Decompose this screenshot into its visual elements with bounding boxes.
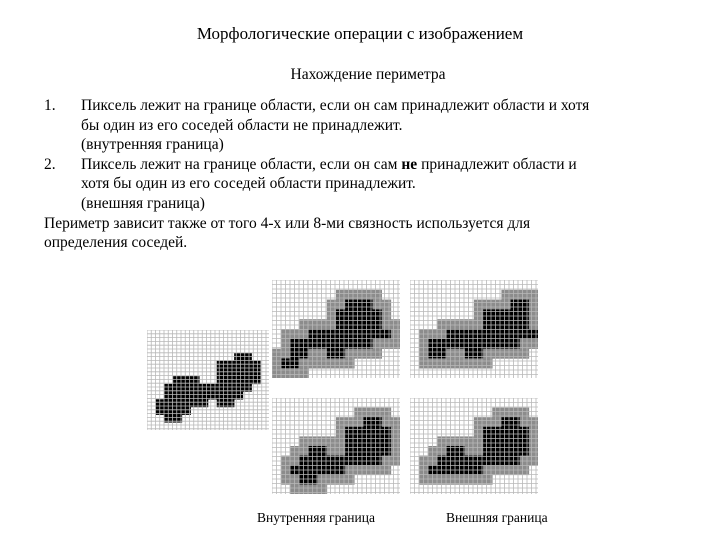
pixel-cell [382,436,391,446]
pixel-cell [447,456,456,466]
pixel-grid-svg [410,280,538,378]
pixel-cell [437,436,446,446]
pixel-cell [363,427,372,437]
list-note: (внутренняя граница) [81,136,224,154]
outer-border-4-grid [410,398,538,494]
list-item [44,96,604,155]
pixel-cell [520,427,529,437]
pixel-cell [363,349,372,359]
pixel-cell [363,417,372,427]
caption-outer-border: Внешняя граница [446,510,548,525]
list-item [44,155,604,214]
pixel-cell [243,361,252,369]
pixel-cell [501,349,510,359]
pixel-cell [363,300,372,310]
pixel-cell [437,456,446,466]
pixel-cell [501,417,510,427]
pixel-cell [529,436,538,446]
inner-border-8-grid [272,280,400,378]
emphasis: не [401,155,418,173]
pixel-cell [447,358,456,368]
subtitle: Нахождение периметра [290,66,446,83]
pixel-cell [501,436,510,446]
pixel-cell [299,349,308,359]
pixel-cell [520,436,529,446]
pixel-cell [290,358,299,368]
pixel-cell [309,358,318,368]
pixel-cell [373,349,382,359]
pixel-cell [520,417,529,427]
pixel-cell [299,436,308,446]
pixel-cell [511,436,520,446]
pixel-cell [529,300,538,310]
pixel-cell [529,309,538,319]
pixel-cell [428,349,437,359]
pixel-cell [382,417,391,427]
pixel-cell [529,427,538,437]
pixel-cell [309,349,318,359]
pixel-cell [428,456,437,466]
pixel-cell [511,417,520,427]
list-number: 1. [44,97,56,114]
pixel-cell [299,456,308,466]
pixel-cell [309,436,318,446]
outer-border-8-grid [410,280,538,378]
list-text-rest: принадлежит области и хотя бы один из его соседей области принадлежит. [81,155,577,193]
pixel-grid-svg [147,330,269,430]
list-number: 2. [44,155,56,173]
pixel-cell [373,456,382,466]
pixel-cell [520,309,529,319]
page-title: Морфологические операции с изображением [196,24,524,43]
pixel-cell [529,417,538,427]
inner-border-4-grid [272,398,400,494]
pixel-cell [382,427,391,437]
pixel-cell [373,436,382,446]
pixel-cell [234,361,243,369]
pixel-cell [391,417,400,427]
pixel-cell [299,358,308,368]
pixel-cell [382,309,391,319]
pixel-cell [511,309,520,319]
pixel-cell [290,349,299,359]
original-region-grid [147,330,269,430]
definition-list [44,96,604,253]
pixel-cell [520,456,529,466]
pixel-cell [501,309,510,319]
pixel-cell [363,456,372,466]
pixel-cell [428,358,437,368]
pixel-cell [373,427,382,437]
pixel-cell [447,349,456,359]
pixel-cell [511,427,520,437]
pixel-cell [363,309,372,319]
pixel-cell [225,361,234,369]
pixel-grid-svg [272,280,400,378]
pixel-cell [373,309,382,319]
pixel-cell [501,427,510,437]
pixel-cell [520,349,529,359]
pixel-cell [363,436,372,446]
pixel-cell [511,349,520,359]
pixel-cell [447,436,456,446]
pixel-cell [501,300,510,310]
pixel-cell [290,456,299,466]
pixel-cell [511,300,520,310]
pixel-cell [437,358,446,368]
list-note: (внешняя граница) [81,194,205,212]
pixel-cell [382,300,391,310]
pixel-cell [437,349,446,359]
pixel-cell [391,456,400,466]
pixel-grid-svg [272,398,400,494]
pixel-cell [520,300,529,310]
list-text: Пиксель лежит на границе области, если он сам [81,155,402,173]
pixel-grid-svg [410,398,538,494]
list-text: Пиксель лежит на границе области, если он сам принадлежит области и хотя бы один из его соседей области не принадлежит. [81,97,590,134]
pixel-cell [234,353,243,361]
pixel-cell [373,417,382,427]
pixel-cell [391,436,400,446]
pixel-cell [243,353,252,361]
pixel-cell [529,456,538,466]
pixel-cell [309,456,318,466]
pixel-cell [391,427,400,437]
paragraph: Периметр зависит также от того 4-х или 8-ми связность используется для определения соседей. [44,214,531,252]
pixel-cell [373,300,382,310]
pixel-cell [511,456,520,466]
pixel-cell [382,456,391,466]
caption-inner-border: Внутренняя граница [257,510,375,525]
pixel-cell [501,456,510,466]
pixel-cell [217,361,226,369]
